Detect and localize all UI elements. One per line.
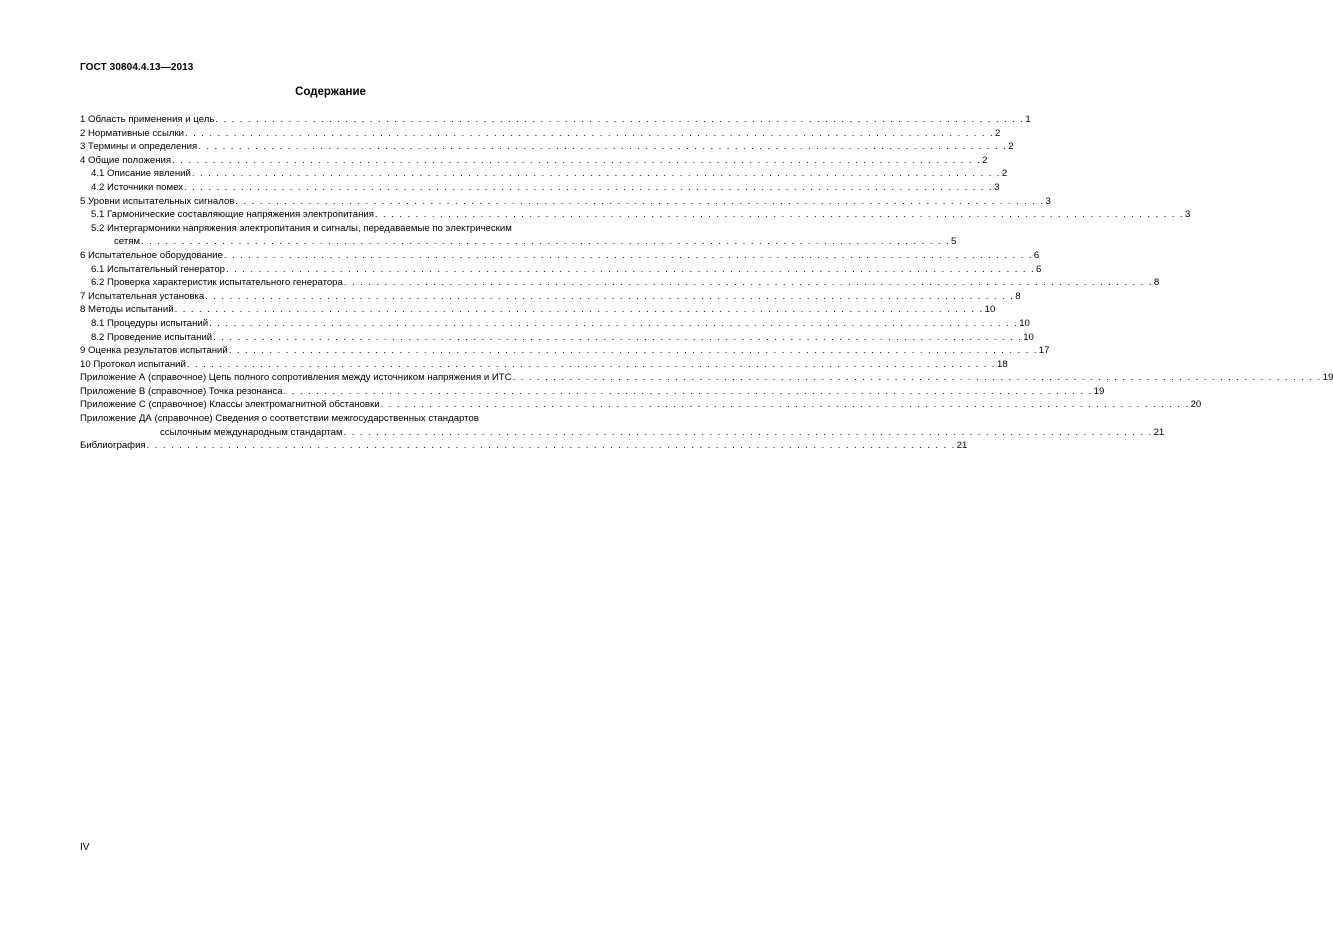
toc-entry-6-2[interactable]: 6.2 Проверка характеристик испытательного генератора . . . . . . . . . . . . . . . . . . . . . . . . . . . . . . . . . . . . . . . . . . . . . . . . . . . . . . . . . . . . . . . . . . . . . . . . . . . . . . . . . . . . . . . . . . . . . . . . . . . . 8: [91, 277, 1160, 289]
toc-page-number: 18: [996, 358, 1008, 370]
toc-entry-5-1[interactable]: 5.1 Гармонические составляющие напряжения электропитания . . . . . . . . . . . . . . . . . . . . . . . . . . . . . . . . . . . . . . . . . . . . . . . . . . . . . . . . . . . . . . . . . . . . . . . . . . . . . . . . . . . . . . . . . . . . . . . . . . . . 3: [91, 209, 1191, 221]
toc-page-number: 6: [1036, 263, 1042, 275]
toc-page-number: 10: [984, 304, 996, 316]
leader-dots: . . . . . . . . . . . . . . . . . . . . . . . . . . . . . . . . . . . . . . . . . . . . . . . . . . . . . . . . . . . . . . . . . . . . . . . . . . . . . . . . . . . . . . . . . . . . . . . . . . . .: [226, 263, 1036, 275]
toc-appendix-b[interactable]: Приложение В (справочное) Точка резонанса . . . . . . . . . . . . . . . . . . . . . . . . . . . . . . . . . . . . . . . . . . . . . . . . . . . . . . . . . . . . . . . . . . . . . . . . . . . . . . . . . . . . . . . . . . . . . . . . . . . . 19: [80, 385, 1105, 397]
toc-entry-10[interactable]: 10 Протокол испытаний . . . . . . . . . . . . . . . . . . . . . . . . . . . . . . . . . . . . . . . . . . . . . . . . . . . . . . . . . . . . . . . . . . . . . . . . . . . . . . . . . . . . . . . . . . . . . . . . . . . . 18: [80, 358, 1008, 370]
leader-dots: . . . . . . . . . . . . . . . . . . . . . . . . . . . . . . . . . . . . . . . . . . . . . . . . . . . . . . . . . . . . . . . . . . . . . . . . . . . . . . . . . . . . . . . . . . . . . . . . . . . .: [205, 290, 1015, 302]
leader-dots: . . . . . . . . . . . . . . . . . . . . . . . . . . . . . . . . . . . . . . . . . . . . . . . . . . . . . . . . . . . . . . . . . . . . . . . . . . . . . . . . . . . . . . . . . . . . . . . . . . . .: [235, 195, 1045, 207]
toc-bibliography[interactable]: Библиография . . . . . . . . . . . . . . . . . . . . . . . . . . . . . . . . . . . . . . . . . . . . . . . . . . . . . . . . . . . . . . . . . . . . . . . . . . . . . . . . . . . . . . . . . . . . . . . . . . . . 21: [80, 440, 968, 452]
toc-entry-9[interactable]: 9 Оценка результатов испытаний . . . . . . . . . . . . . . . . . . . . . . . . . . . . . . . . . . . . . . . . . . . . . . . . . . . . . . . . . . . . . . . . . . . . . . . . . . . . . . . . . . . . . . . . . . . . . . . . . . . . 17: [80, 345, 1050, 357]
toc-page-number: 19: [1093, 385, 1105, 397]
toc-entry-5-2-continuation[interactable]: сетям . . . . . . . . . . . . . . . . . . . . . . . . . . . . . . . . . . . . . . . . . . . . . . . . . . . . . . . . . . . . . . . . . . . . . . . . . . . . . . . . . . . . . . . . . . . . . . . . . . . . 5: [114, 236, 957, 248]
toc-entry-6[interactable]: 6 Испытательное оборудование . . . . . . . . . . . . . . . . . . . . . . . . . . . . . . . . . . . . . . . . . . . . . . . . . . . . . . . . . . . . . . . . . . . . . . . . . . . . . . . . . . . . . . . . . . . . . . . . . . . . 6: [80, 249, 1040, 261]
toc-page-number: 2: [1008, 141, 1014, 153]
toc-entry-6-1[interactable]: 6.1 Испытательный генератор . . . . . . . . . . . . . . . . . . . . . . . . . . . . . . . . . . . . . . . . . . . . . . . . . . . . . . . . . . . . . . . . . . . . . . . . . . . . . . . . . . . . . . . . . . . . . . . . . . . . 6: [91, 263, 1042, 275]
leader-dots: . . . . . . . . . . . . . . . . . . . . . . . . . . . . . . . . . . . . . . . . . . . . . . . . . . . . . . . . . . . . . . . . . . . . . . . . . . . . . . . . . . . . . . . . . . . . . . . . . . . .: [228, 345, 1038, 357]
toc-page-number: 10: [1023, 331, 1034, 343]
toc-appendix-c[interactable]: Приложение С (справочное) Классы электромагнитной обстановки . . . . . . . . . . . . . . . . . . . . . . . . . . . . . . . . . . . . . . . . . . . . . . . . . . . . . . . . . . . . . . . . . . . . . . . . . . . . . . . . . . . . . . . . . . . . . . . . . . . . 20: [80, 399, 1202, 411]
toc-page-number: 2: [995, 127, 1001, 139]
toc-entry-1[interactable]: 1 Область применения и цель . . . . . . . . . . . . . . . . . . . . . . . . . . . . . . . . . . . . . . . . . . . . . . . . . . . . . . . . . . . . . . . . . . . . . . . . . . . . . . . . . . . . . . . . . . . . . . . . . . . . 1: [80, 114, 1031, 125]
leader-dots: . . . . . . . . . . . . . . . . . . . . . . . . . . . . . . . . . . . . . . . . . . . . . . . . . . . . . . . . . . . . . . . . . . . . . . . . . . . . . . . . . . . . . . . . . . . . . . . . . . . .: [215, 114, 1025, 125]
toc-appendix-da[interactable]: Приложение ДА (справочное) Сведения о соответствии межгосударственных стандартов: [80, 413, 479, 425]
toc-page-number: 3: [1045, 195, 1051, 207]
toc-page-number: 5: [951, 236, 957, 248]
toc-page-number: 19: [1322, 372, 1333, 384]
toc-page-number: 3: [994, 181, 1000, 193]
leader-dots: . . . . . . . . . . . . . . . . . . . . . . . . . . . . . . . . . . . . . . . . . . . . . . . . . . . . . . . . . . . . . . . . . . . . . . . . . . . . . . . . . . . . . . . . . . . . . . . . . . . .: [512, 372, 1322, 384]
toc-entry-8-1[interactable]: 8.1 Процедуры испытаний . . . . . . . . . . . . . . . . . . . . . . . . . . . . . . . . . . . . . . . . . . . . . . . . . . . . . . . . . . . . . . . . . . . . . . . . . . . . . . . . . . . . . . . . . . . . . . . . . . . . 10: [91, 317, 1030, 329]
page-title: Содержание: [295, 86, 366, 98]
toc-entry-8-2[interactable]: 8.2 Проведение испытаний . . . . . . . . . . . . . . . . . . . . . . . . . . . . . . . . . . . . . . . . . . . . . . . . . . . . . . . . . . . . . . . . . . . . . . . . . . . . . . . . . . . . . . . . . . . . . . . . . . . . 10: [91, 331, 1034, 343]
toc-appendix-a[interactable]: Приложение А (справочное) Цепь полного сопротивления между источником напряжения и ИТС . . . . . . . . . . . . . . . . . . . . . . . . . . . . . . . . . . . . . . . . . . . . . . . . . . . . . . . . . . . . . . . . . . . . . . . . . . . . . . . . . . . . . . . . . . . . . . . . . . . . 19: [80, 372, 1333, 384]
toc-appendix-da-continuation[interactable]: ссылочным международным стандартам . . . . . . . . . . . . . . . . . . . . . . . . . . . . . . . . . . . . . . . . . . . . . . . . . . . . . . . . . . . . . . . . . . . . . . . . . . . . . . . . . . . . . . . . . . . . . . . . . . . . 21: [160, 426, 1165, 438]
toc-entry-2[interactable]: 2 Нормативные ссылки . . . . . . . . . . . . . . . . . . . . . . . . . . . . . . . . . . . . . . . . . . . . . . . . . . . . . . . . . . . . . . . . . . . . . . . . . . . . . . . . . . . . . . . . . . . . . . . . . . . . 2: [80, 127, 1001, 139]
toc-entry-4-1[interactable]: 4.1 Описание явлений . . . . . . . . . . . . . . . . . . . . . . . . . . . . . . . . . . . . . . . . . . . . . . . . . . . . . . . . . . . . . . . . . . . . . . . . . . . . . . . . . . . . . . . . . . . . . . . . . . . . 2: [91, 168, 1008, 180]
table-of-contents: [80, 113, 1333, 453]
toc-page-number: 8: [1015, 290, 1021, 302]
leader-dots: . . . . . . . . . . . . . . . . . . . . . . . . . . . . . . . . . . . . . . . . . . . . . . . . . . . . . . . . . . . . . . . . . . . . . . . . . . . . . . . . . . . . . . . . . . . . . . . . . . . .: [198, 141, 1008, 153]
leader-dots: . . . . . . . . . . . . . . . . . . . . . . . . . . . . . . . . . . . . . . . . . . . . . . . . . . . . . . . . . . . . . . . . . . . . . . . . . . . . . . . . . . . . . . . . . . . . . . . . . . . .: [374, 209, 1184, 221]
toc-entry-7[interactable]: 7 Испытательная установка . . . . . . . . . . . . . . . . . . . . . . . . . . . . . . . . . . . . . . . . . . . . . . . . . . . . . . . . . . . . . . . . . . . . . . . . . . . . . . . . . . . . . . . . . . . . . . . . . . . . 8: [80, 290, 1021, 302]
toc-page-number: 10: [1019, 317, 1030, 329]
leader-dots: . . . . . . . . . . . . . . . . . . . . . . . . . . . . . . . . . . . . . . . . . . . . . . . . . . . . . . . . . . . . . . . . . . . . . . . . . . . . . . . . . . . . . . . . . . . . . . . . . . . .: [380, 399, 1190, 411]
leader-dots: . . . . . . . . . . . . . . . . . . . . . . . . . . . . . . . . . . . . . . . . . . . . . . . . . . . . . . . . . . . . . . . . . . . . . . . . . . . . . . . . . . . . . . . . . . . . . . . . . . . .: [174, 304, 984, 316]
document-header: ГОСТ 30804.4.13—2013: [80, 62, 194, 73]
leader-dots: . . . . . . . . . . . . . . . . . . . . . . . . . . . . . . . . . . . . . . . . . . . . . . . . . . . . . . . . . . . . . . . . . . . . . . . . . . . . . . . . . . . . . . . . . . . . . . . . . . . .: [209, 317, 1019, 329]
toc-entry-8[interactable]: 8 Методы испытаний . . . . . . . . . . . . . . . . . . . . . . . . . . . . . . . . . . . . . . . . . . . . . . . . . . . . . . . . . . . . . . . . . . . . . . . . . . . . . . . . . . . . . . . . . . . . . . . . . . . . 10: [80, 304, 996, 316]
toc-page-number: 6: [1033, 249, 1040, 261]
leader-dots: . . . . . . . . . . . . . . . . . . . . . . . . . . . . . . . . . . . . . . . . . . . . . . . . . . . . . . . . . . . . . . . . . . . . . . . . . . . . . . . . . . . . . . . . . . . . . . . . . . . .: [343, 277, 1153, 289]
toc-page-number: 2: [982, 154, 988, 166]
toc-page-number: 3: [1184, 209, 1191, 221]
leader-dots: . . . . . . . . . . . . . . . . . . . . . . . . . . . . . . . . . . . . . . . . . . . . . . . . . . . . . . . . . . . . . . . . . . . . . . . . . . . . . . . . . . . . . . . . . . . . . . . . . . . .: [186, 358, 996, 370]
toc-entry-3[interactable]: 3 Термины и определения . . . . . . . . . . . . . . . . . . . . . . . . . . . . . . . . . . . . . . . . . . . . . . . . . . . . . . . . . . . . . . . . . . . . . . . . . . . . . . . . . . . . . . . . . . . . . . . . . . . . 2: [80, 141, 1014, 153]
leader-dots: . . . . . . . . . . . . . . . . . . . . . . . . . . . . . . . . . . . . . . . . . . . . . . . . . . . . . . . . . . . . . . . . . . . . . . . . . . . . . . . . . . . . . . . . . . . . . . . . . . . .: [191, 168, 1001, 180]
toc-entry-5-2[interactable]: 5.2 Интергармоники напряжения электропитания и сигналы, передаваемые по электрическим: [91, 222, 512, 234]
toc-entry-5[interactable]: 5 Уровни испытательных сигналов . . . . . . . . . . . . . . . . . . . . . . . . . . . . . . . . . . . . . . . . . . . . . . . . . . . . . . . . . . . . . . . . . . . . . . . . . . . . . . . . . . . . . . . . . . . . . . . . . . . . 3: [80, 195, 1051, 207]
leader-dots: . . . . . . . . . . . . . . . . . . . . . . . . . . . . . . . . . . . . . . . . . . . . . . . . . . . . . . . . . . . . . . . . . . . . . . . . . . . . . . . . . . . . . . . . . . . . . . . . . . . .: [283, 385, 1093, 397]
page-number: IV: [80, 842, 90, 853]
toc-page-number: 20: [1190, 399, 1202, 411]
toc-page-number: 17: [1038, 345, 1050, 357]
toc-page-number: 1: [1025, 114, 1031, 125]
leader-dots: . . . . . . . . . . . . . . . . . . . . . . . . . . . . . . . . . . . . . . . . . . . . . . . . . . . . . . . . . . . . . . . . . . . . . . . . . . . . . . . . . . . . . . . . . . . . . . . . . . . .: [223, 249, 1033, 261]
leader-dots: . . . . . . . . . . . . . . . . . . . . . . . . . . . . . . . . . . . . . . . . . . . . . . . . . . . . . . . . . . . . . . . . . . . . . . . . . . . . . . . . . . . . . . . . . . . . . . . . . . . .: [172, 154, 982, 166]
leader-dots: . . . . . . . . . . . . . . . . . . . . . . . . . . . . . . . . . . . . . . . . . . . . . . . . . . . . . . . . . . . . . . . . . . . . . . . . . . . . . . . . . . . . . . . . . . . . . . . . . . . .: [146, 440, 956, 452]
toc-page-number: 2: [1001, 168, 1008, 180]
leader-dots: . . . . . . . . . . . . . . . . . . . . . . . . . . . . . . . . . . . . . . . . . . . . . . . . . . . . . . . . . . . . . . . . . . . . . . . . . . . . . . . . . . . . . . . . . . . . . . . . . . . .: [185, 127, 995, 139]
toc-page-number: 21: [956, 440, 968, 452]
leader-dots: . . . . . . . . . . . . . . . . . . . . . . . . . . . . . . . . . . . . . . . . . . . . . . . . . . . . . . . . . . . . . . . . . . . . . . . . . . . . . . . . . . . . . . . . . . . . . . . . . . . .: [184, 181, 994, 193]
leader-dots: . . . . . . . . . . . . . . . . . . . . . . . . . . . . . . . . . . . . . . . . . . . . . . . . . . . . . . . . . . . . . . . . . . . . . . . . . . . . . . . . . . . . . . . . . . . . . . . . . . . .: [213, 331, 1023, 343]
toc-entry-4[interactable]: 4 Общие положения . . . . . . . . . . . . . . . . . . . . . . . . . . . . . . . . . . . . . . . . . . . . . . . . . . . . . . . . . . . . . . . . . . . . . . . . . . . . . . . . . . . . . . . . . . . . . . . . . . . . 2: [80, 154, 988, 166]
toc-page-number: 21: [1153, 426, 1165, 438]
leader-dots: . . . . . . . . . . . . . . . . . . . . . . . . . . . . . . . . . . . . . . . . . . . . . . . . . . . . . . . . . . . . . . . . . . . . . . . . . . . . . . . . . . . . . . . . . . . . . . . . . . . .: [141, 236, 951, 248]
toc-entry-4-2[interactable]: 4.2 Источники помех . . . . . . . . . . . . . . . . . . . . . . . . . . . . . . . . . . . . . . . . . . . . . . . . . . . . . . . . . . . . . . . . . . . . . . . . . . . . . . . . . . . . . . . . . . . . . . . . . . . . 3: [91, 181, 1000, 193]
toc-page-number: 8: [1153, 277, 1160, 289]
leader-dots: . . . . . . . . . . . . . . . . . . . . . . . . . . . . . . . . . . . . . . . . . . . . . . . . . . . . . . . . . . . . . . . . . . . . . . . . . . . . . . . . . . . . . . . . . . . . . . . . . . . .: [343, 426, 1153, 438]
